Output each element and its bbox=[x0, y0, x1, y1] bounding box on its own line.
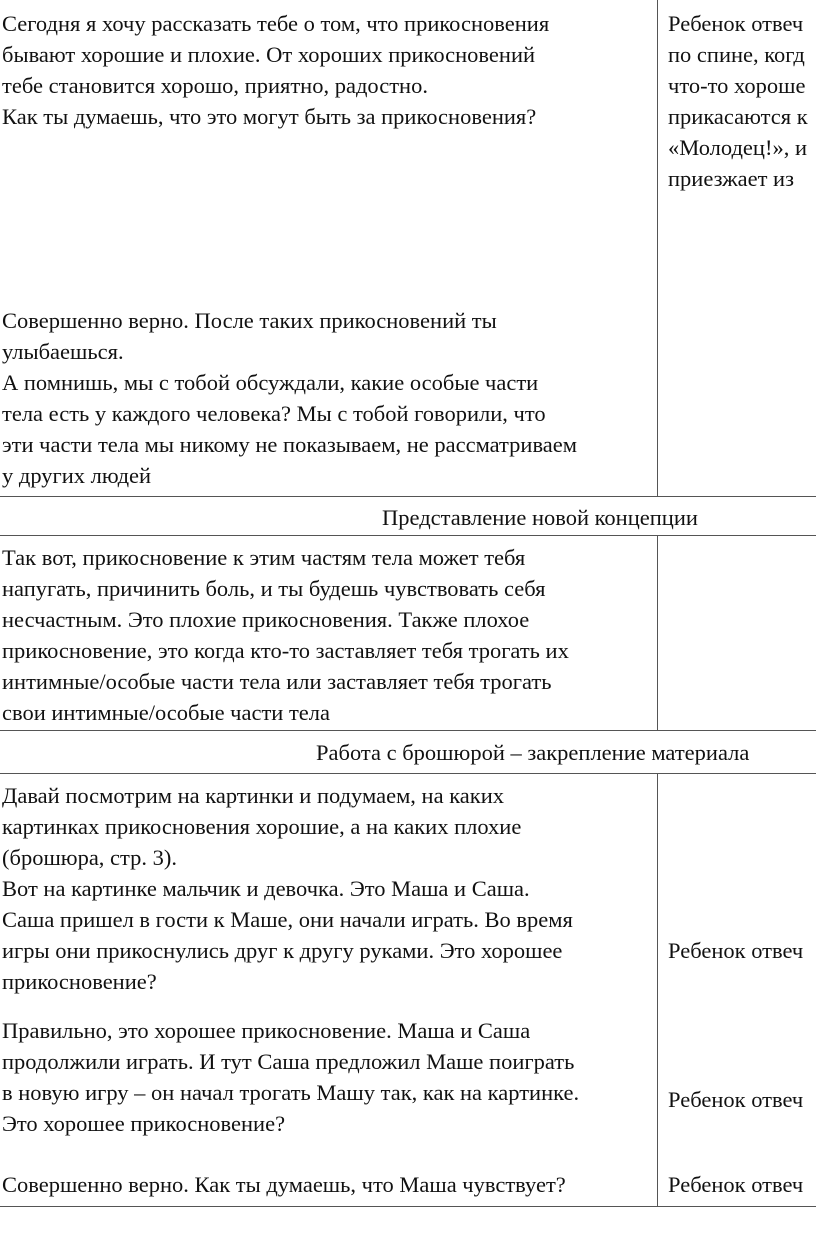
table-cell-text: Совершенно верно. Как ты думаешь, что Маша чувствует? bbox=[2, 1172, 566, 1197]
table-cell-text: у других людей bbox=[2, 463, 152, 488]
table-cell-text: картинках прикосновения хорошие, а на каких плохие bbox=[2, 814, 522, 839]
table-cell-text: несчастным. Это плохие прикосновения. Также плохое bbox=[2, 607, 530, 632]
table-cell-text: бывают хорошие и плохие. От хороших прикосновений bbox=[2, 42, 536, 67]
table-cell-text: А помнишь, мы с тобой обсуждали, какие особые части bbox=[2, 370, 539, 395]
column-divider bbox=[657, 0, 658, 496]
table-cell-text: «Молодец!», и bbox=[668, 135, 807, 160]
table-cell-text: Совершенно верно. После таких прикосновений ты bbox=[2, 308, 497, 333]
column-divider bbox=[657, 535, 658, 730]
table-cell-text: (брошюра, стр. 3). bbox=[2, 845, 178, 870]
table-cell-text: что-то хороше bbox=[668, 73, 806, 98]
table-cell-text: интимные/особые части тела или заставляет тебя трогать bbox=[2, 669, 552, 694]
table-cell-text: игры они прикоснулись друг к другу руками. Это хорошее bbox=[2, 938, 563, 963]
row-border bbox=[0, 730, 816, 731]
table-cell-text: продолжили играть. И тут Саша предложил Маше поиграть bbox=[2, 1049, 575, 1074]
table-cell-text: по спине, когд bbox=[668, 42, 805, 67]
table-cell-text: Ребенок отвеч bbox=[668, 1087, 804, 1112]
table-cell-text: прикосновение? bbox=[2, 969, 157, 994]
table-cell-text: Так вот, прикосновение к этим частям тела может тебя bbox=[2, 545, 526, 570]
table-cell-text: Вот на картинке мальчик и девочка. Это Маша и Саша. bbox=[2, 876, 530, 901]
table-cell-text: Саша пришел в гости к Маше, они начали играть. Во время bbox=[2, 907, 573, 932]
table-cell-text: приезжает из bbox=[668, 166, 794, 191]
table-cell-text: Давай посмотрим на картинки и подумаем, на каких bbox=[2, 783, 505, 808]
table-cell-text: Как ты думаешь, что это могут быть за прикосновения? bbox=[2, 104, 537, 129]
section-heading: Представление новой концепции bbox=[382, 505, 698, 530]
table-cell-text: эти части тела мы никому не показываем, не рассматриваем bbox=[2, 432, 577, 457]
table-cell-text: в новую игру – он начал трогать Машу так, как на картинке. bbox=[2, 1080, 580, 1105]
table-cell-text: Правильно, это хорошее прикосновение. Маша и Саша bbox=[2, 1018, 531, 1043]
row-border bbox=[0, 496, 816, 497]
table-cell-text: прикосновение, это когда кто-то заставляет тебя трогать их bbox=[2, 638, 569, 663]
row-border bbox=[0, 535, 816, 536]
table-cell-text: Это хорошее прикосновение? bbox=[2, 1111, 286, 1136]
column-divider bbox=[657, 773, 658, 1206]
table-cell-text: Ребенок отвеч bbox=[668, 1172, 804, 1197]
table-cell-text: свои интимные/особые части тела bbox=[2, 700, 331, 725]
table-cell-text: тела есть у каждого человека? Мы с тобой говорили, что bbox=[2, 401, 546, 426]
table-cell-text: Ребенок отвеч bbox=[668, 938, 804, 963]
row-border bbox=[0, 773, 816, 774]
section-heading: Работа с брошюрой – закрепление материала bbox=[316, 740, 750, 765]
table-cell-text: напугать, причинить боль, и ты будешь чувствовать себя bbox=[2, 576, 546, 601]
row-border bbox=[0, 1206, 816, 1207]
table-cell-text: тебе становится хорошо, приятно, радостно. bbox=[2, 73, 428, 98]
table-cell-text: улыбаешься. bbox=[2, 339, 124, 364]
table-cell-text: Сегодня я хочу рассказать тебе о том, что прикосновения bbox=[2, 11, 550, 36]
table-cell-text: Ребенок отвеч bbox=[668, 11, 804, 36]
table-cell-text: прикасаются к bbox=[668, 104, 808, 129]
